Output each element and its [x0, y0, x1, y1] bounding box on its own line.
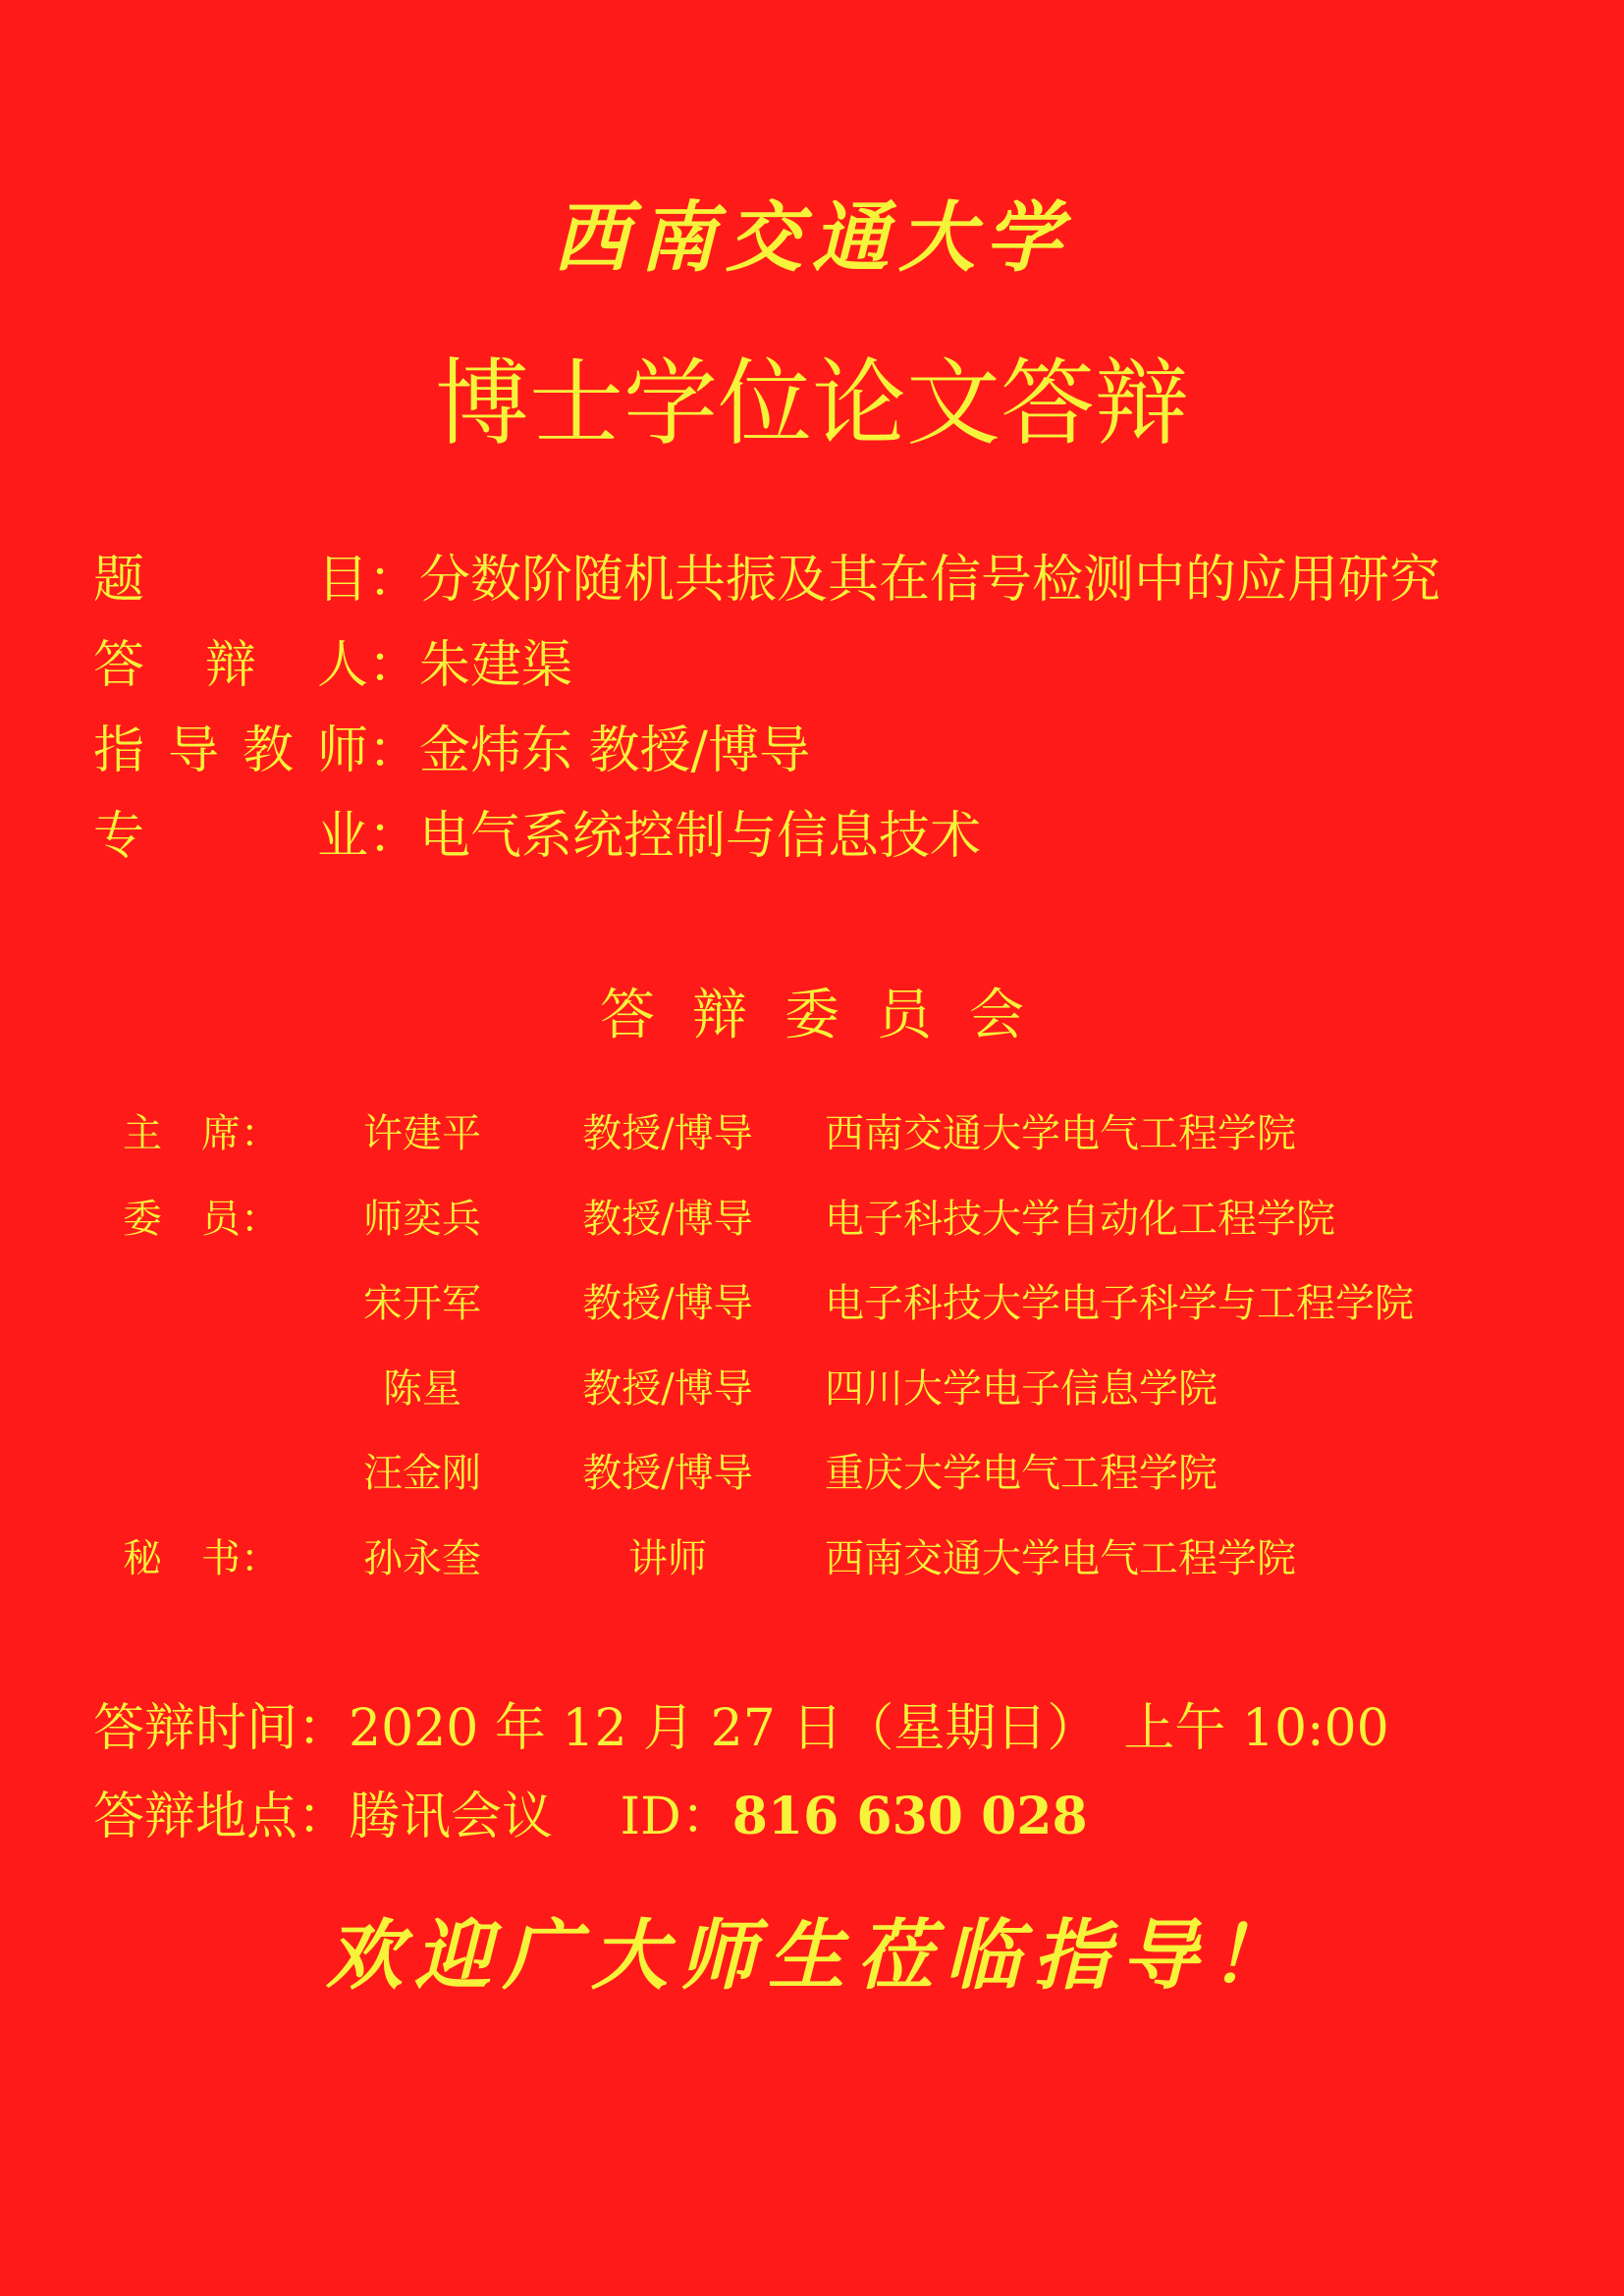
defense-place-label: 答辩地点：	[93, 1788, 350, 1846]
info-value: 分数阶随机共振及其在信号检测中的应用研究	[419, 551, 1441, 610]
info-separator: ：	[368, 551, 420, 610]
info-value: 电气系统控制与信息技术	[419, 807, 982, 866]
committee-row	[0, 1106, 1624, 1161]
committee-title: 教授/博导	[582, 1451, 753, 1496]
committee-title: 讲师	[628, 1536, 707, 1581]
defense-time-value: 2020 年 12 月 27 日（星期日） 上午 10:00	[349, 1699, 1389, 1758]
page-title: 博士学位论文答辩	[435, 348, 1189, 458]
committee-name: 许建平	[363, 1111, 481, 1156]
info-label: 专业	[93, 807, 368, 866]
committee-name: 陈星	[383, 1366, 461, 1412]
committee-title: 教授/博导	[582, 1281, 753, 1326]
committee-row	[0, 1276, 1624, 1331]
committee-name: 师奕兵	[363, 1197, 481, 1242]
defense-time-label: 答辩时间：	[93, 1699, 350, 1758]
committee-affiliation: 电子科技大学自动化工程学院	[825, 1197, 1335, 1242]
committee-role: 秘 书：	[123, 1536, 280, 1581]
info-value: 朱建渠	[419, 636, 573, 695]
info-topic	[93, 550, 1440, 611]
meeting-id: 816 630 028	[731, 1787, 1088, 1846]
info-label: 题目	[93, 551, 368, 610]
committee-name: 孙永奎	[363, 1536, 481, 1581]
committee-row	[0, 1362, 1624, 1416]
committee-affiliation: 西南交通大学电气工程学院	[825, 1536, 1296, 1581]
info-major	[93, 806, 981, 867]
committee-row	[0, 1446, 1624, 1501]
committee-affiliation: 电子科技大学电子科学与工程学院	[825, 1281, 1414, 1326]
info-label: 答辩人	[93, 636, 368, 695]
committee-name: 宋开军	[363, 1281, 481, 1326]
committee-heading: 答辩委员会	[600, 984, 1061, 1047]
defense-place	[93, 1787, 1088, 1847]
defense-place-value: 腾讯会议 ID：	[349, 1788, 732, 1846]
committee-role: 主 席：	[123, 1111, 280, 1156]
info-candidate	[93, 635, 572, 696]
defense-time	[93, 1698, 1389, 1759]
committee-title: 教授/博导	[582, 1197, 753, 1242]
university-name: 西南交通大学	[552, 193, 1071, 283]
info-separator: ：	[368, 636, 420, 695]
info-advisor	[93, 721, 810, 781]
welcome-message: 欢迎广大师生莅临指导！	[325, 1911, 1298, 2001]
committee-row	[0, 1531, 1624, 1586]
committee-affiliation: 西南交通大学电气工程学院	[825, 1111, 1296, 1156]
committee-title: 教授/博导	[582, 1366, 753, 1412]
info-separator: ：	[368, 721, 420, 780]
info-label: 指导教师	[93, 721, 368, 780]
committee-affiliation: 重庆大学电气工程学院	[825, 1451, 1218, 1496]
committee-role: 委 员：	[123, 1197, 280, 1242]
info-separator: ：	[368, 807, 420, 866]
committee-title: 教授/博导	[582, 1111, 753, 1156]
committee-affiliation: 四川大学电子信息学院	[825, 1366, 1218, 1412]
committee-name: 汪金刚	[363, 1451, 481, 1496]
info-value: 金炜东 教授/博导	[419, 721, 811, 780]
committee-row	[0, 1192, 1624, 1247]
